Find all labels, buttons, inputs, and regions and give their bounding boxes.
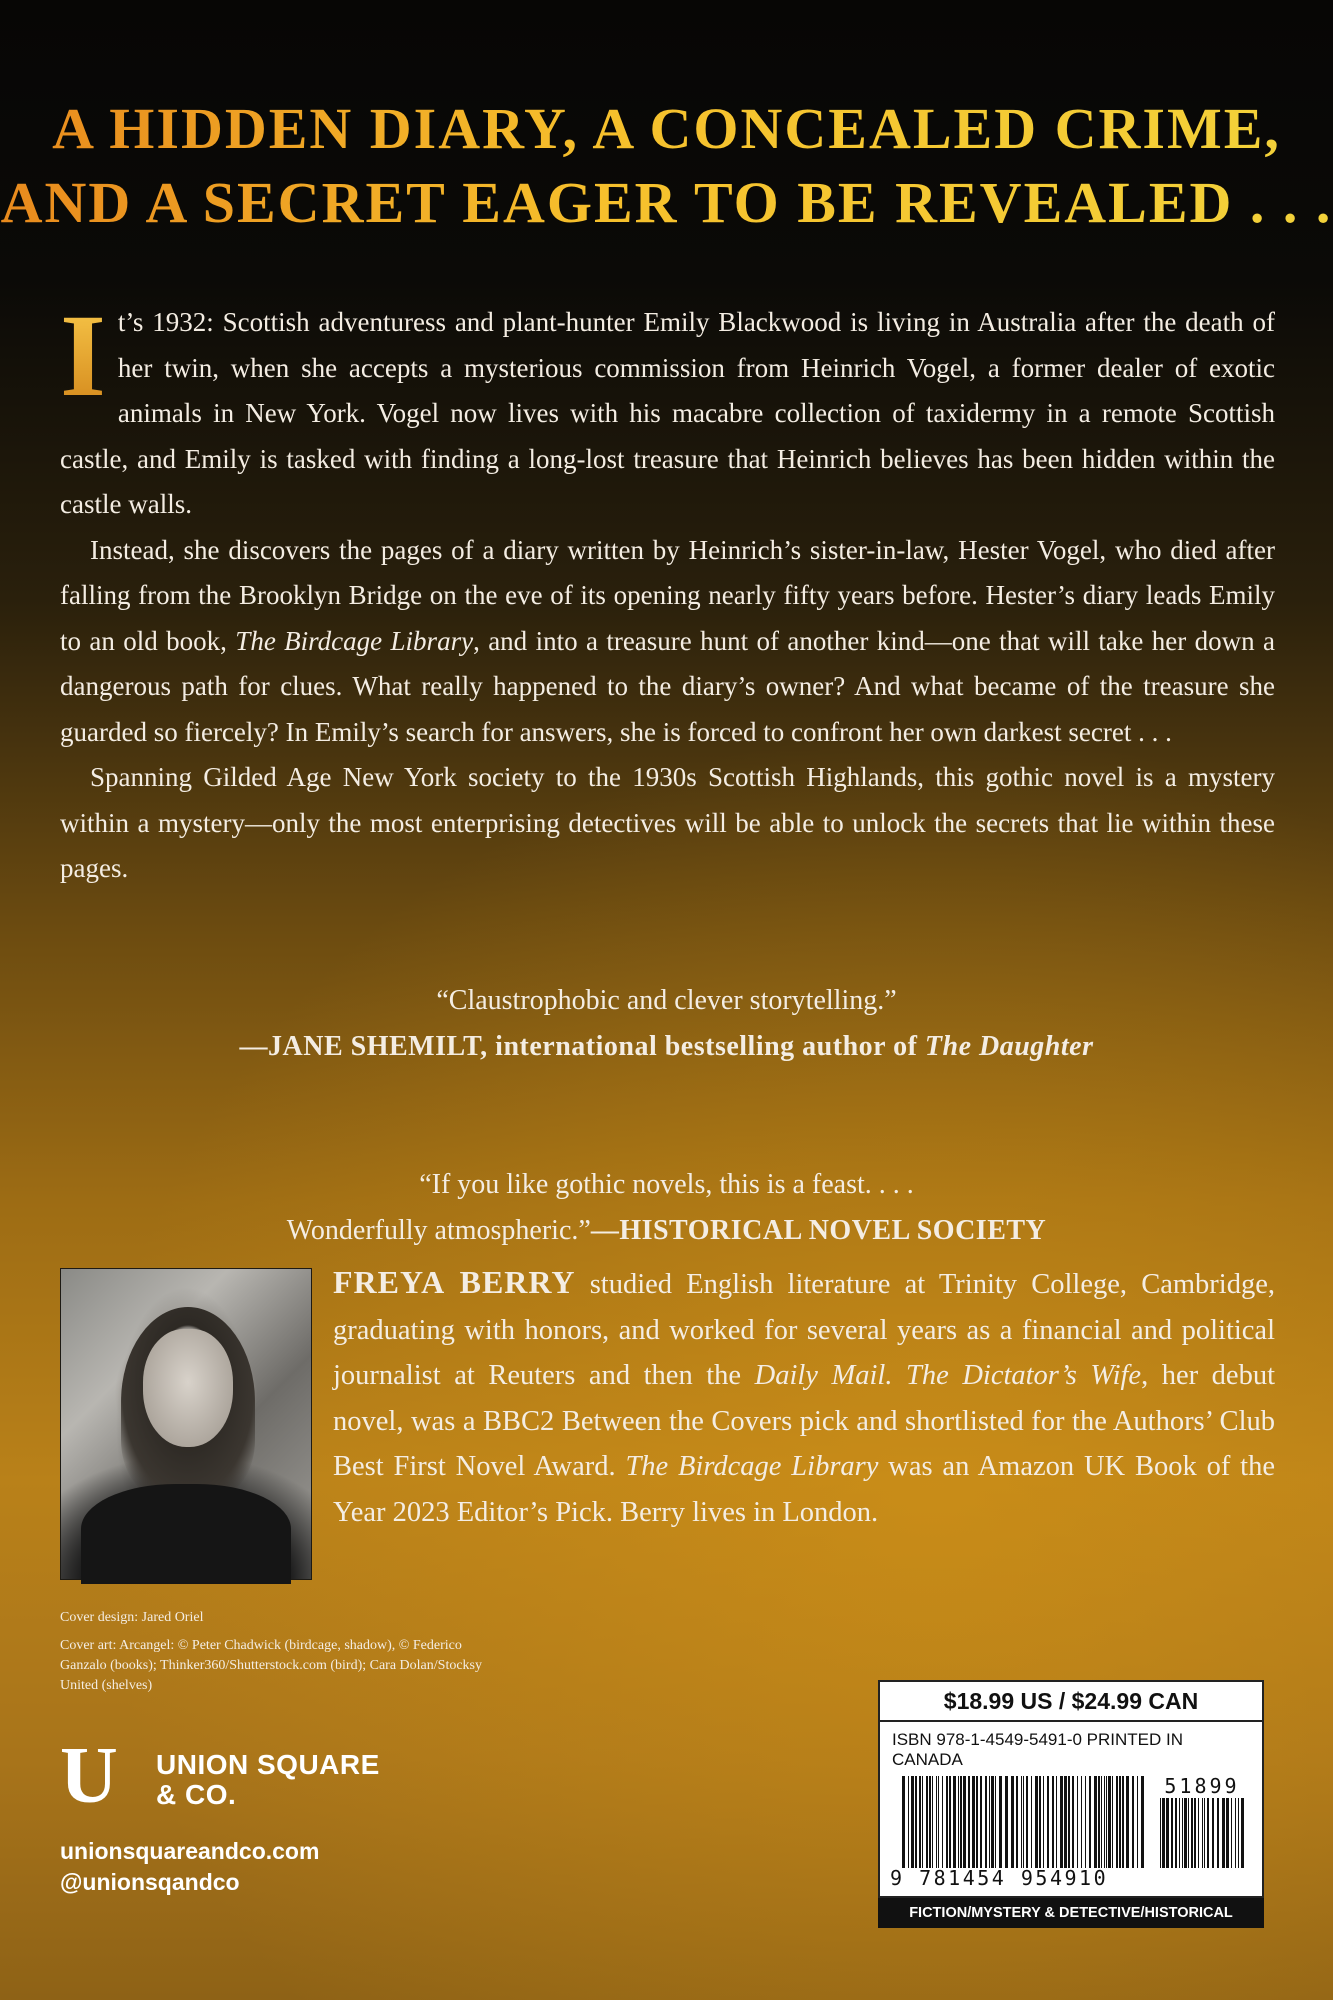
category-label: FICTION/MYSTERY & DETECTIVE/HISTORICAL: [878, 1898, 1264, 1928]
barcode-bar: [1021, 1776, 1022, 1868]
barcode-addon-bars-icon: [1160, 1798, 1244, 1868]
barcode-bar: [1043, 1776, 1044, 1868]
barcode-box: [878, 1680, 1264, 1898]
barcode: [890, 1776, 1252, 1888]
price: $18.99 US / $24.99 CAN: [880, 1682, 1262, 1722]
publisher-social-handle[interactable]: @unionsqandco: [60, 1869, 240, 1895]
quote-text: “Claustrophobic and clever storytelling.”: [436, 985, 897, 1016]
barcode-bar: [922, 1776, 923, 1868]
barcode-bar: [980, 1776, 982, 1868]
barcode-bar: [1160, 1798, 1161, 1868]
barcode-bar: [902, 1776, 905, 1868]
barcode-bar: [1106, 1776, 1107, 1868]
barcode-bar: [1202, 1798, 1203, 1868]
barcode-bar: [1204, 1798, 1205, 1868]
barcode-bar: [1141, 1776, 1144, 1868]
barcode-bar: [1126, 1776, 1129, 1868]
barcode-bar: [911, 1776, 914, 1868]
barcode-bar: [1039, 1776, 1041, 1868]
isbn-line: ISBN 978-1-4549-5491-0 PRINTED IN CANADA: [892, 1730, 1184, 1769]
barcode-bar: [1011, 1776, 1014, 1868]
synopsis-p2-text-a: Instead, she discovers the pages of a diary written by Heinrich’s sister-in-law, Hester Vogel, who died after falling from the Brooklyn Bridge on the eve of its opening nearly fifty years before. Hester’s diary leads Emily to an old book,: [60, 534, 1275, 656]
barcode-bar: [1047, 1776, 1049, 1868]
barcode-bar: [942, 1776, 943, 1868]
attribution-text: —JANE SHEMILT, international bestselling author of: [239, 1031, 925, 1062]
author-bio: [333, 1260, 1275, 1535]
barcode-bar: [1207, 1798, 1209, 1868]
barcode-digits: 9 781454 954910: [890, 1866, 1109, 1890]
review-quote-1: [0, 978, 1333, 1070]
quote-text-2: [0, 1208, 1333, 1254]
publisher-logo: [60, 1732, 400, 1820]
barcode-bar: [1108, 1776, 1111, 1868]
author-sweater: [81, 1484, 291, 1584]
barcode-bar: [946, 1776, 948, 1868]
author-face: [143, 1329, 233, 1447]
author-photo: [60, 1268, 312, 1580]
quote-text-2-body: Wonderfully atmospheric.”: [286, 1215, 591, 1246]
quote-text: “If you like gothic novels, this is a feast. . . .: [419, 1169, 914, 1200]
bio-title-2: The Dictator’s Wife: [906, 1360, 1142, 1391]
barcode-bar: [1064, 1776, 1067, 1868]
barcode-bars-icon: [902, 1776, 1148, 1868]
synopsis-paragraph-2: [60, 528, 1275, 756]
barcode-bar: [958, 1776, 959, 1868]
barcode-bar: [1222, 1798, 1225, 1868]
barcode-bar: [929, 1776, 931, 1868]
barcode-bar: [1081, 1776, 1082, 1868]
barcode-bar: [1132, 1776, 1134, 1868]
barcode-bar: [1226, 1798, 1229, 1868]
barcode-bar: [949, 1776, 951, 1868]
cover-credits: [60, 1608, 500, 1704]
barcode-bar: [960, 1776, 962, 1868]
barcode-bar: [926, 1776, 928, 1868]
barcode-bar: [1162, 1798, 1165, 1868]
barcode-bar: [938, 1776, 939, 1868]
publisher-website[interactable]: unionsquareandco.com: [60, 1838, 320, 1864]
barcode-bar: [1005, 1776, 1008, 1868]
barcode-bar: [1179, 1798, 1180, 1868]
bio-text-3: was an Amazon UK Book of the Year 2023 Editor’s Pick. Berry lives in London.: [333, 1451, 1275, 1528]
barcode-bar: [972, 1776, 975, 1868]
barcode-bar: [991, 1776, 994, 1868]
barcode-bar: [936, 1776, 937, 1868]
barcode-bar: [1137, 1776, 1138, 1868]
barcode-bar: [1026, 1776, 1028, 1868]
barcode-bar: [919, 1776, 921, 1868]
quote-attribution: —HISTORICAL NOVEL SOCIETY: [590, 1215, 1047, 1246]
barcode-bar: [953, 1776, 956, 1868]
barcode-bar: [1184, 1798, 1187, 1868]
bio-text-1: studied English literature at Trinity College, Cambridge, graduating with honors, and worked for several years as a financial and political journalist at Reuters and then the: [333, 1269, 1275, 1391]
barcode-bar: [1191, 1798, 1193, 1868]
bio-text-2: , her debut novel, was a BBC2 Between the Covers pick and shortlisted for the Authors’ Club Best First Novel Award.: [333, 1360, 1275, 1482]
barcode-bar: [1098, 1776, 1100, 1868]
barcode-bar: [908, 1776, 909, 1868]
barcode-bar: [1122, 1776, 1124, 1868]
barcode-bar: [1035, 1776, 1038, 1868]
headline: [0, 92, 1333, 240]
barcode-bar: [1171, 1798, 1173, 1868]
barcode-bar: [989, 1776, 990, 1868]
cover-design-credit: Cover design: Jared Oriel: [60, 1610, 204, 1625]
barcode-bar: [1175, 1798, 1177, 1868]
quote-attribution: [0, 1024, 1333, 1070]
barcode-bar: [1077, 1776, 1078, 1868]
barcode-bar: [968, 1776, 970, 1868]
barcode-bar: [1068, 1776, 1070, 1868]
synopsis-paragraph-3: Spanning Gilded Age New York society to the 1930s Scottish Highlands, this gothic novel is a mystery within a mystery—only the most enterprising detectives will be able to unlock the secrets that lie within these pages.: [60, 762, 1275, 883]
barcode-bar: [1023, 1776, 1024, 1868]
barcode-bar: [963, 1776, 966, 1868]
publisher-name-line-2: & CO.: [156, 1779, 237, 1810]
barcode-bar: [1104, 1776, 1105, 1868]
barcode-bar: [1217, 1798, 1219, 1868]
barcode-bar: [1241, 1798, 1244, 1868]
barcode-bar: [1116, 1776, 1118, 1868]
barcode-bar: [1101, 1776, 1102, 1868]
drop-cap: I: [60, 290, 106, 421]
barcode-bar: [1166, 1798, 1169, 1868]
barcode-bar: [1238, 1798, 1239, 1868]
synopsis-paragraph-1: [60, 290, 1275, 528]
barcode-addon-digits: 51899: [1164, 1774, 1240, 1798]
headline-line-2: AND A SECRET EAGER TO BE REVEALED . . .: [0, 170, 1333, 235]
barcode-bar: [1182, 1798, 1183, 1868]
cover-art-credit: Cover art: Arcangel: © Peter Chadwick (birdcage, shadow), © Federico Ganzalo (books); Thinker360/Shutterstock.com (bird); Cara Dolan/Stocksy United (shelves): [60, 1638, 482, 1693]
barcode-bar: [976, 1776, 978, 1868]
publisher-links: [60, 1836, 319, 1898]
publisher-name: [156, 1750, 380, 1810]
barcode-bar: [1198, 1798, 1199, 1868]
barcode-bar: [1119, 1776, 1121, 1868]
synopsis: [60, 290, 1275, 892]
synopsis-p1-text: t’s 1932: Scottish adventuress and plant-hunter Emily Blackwood is living in Australia after the death of her twin, when she accepts a mysterious commission from Heinrich Vogel, a former dealer of exotic animals in New York. Vogel now lives with his macabre collection of taxidermy in a remote Scottish castle, and Emily is tasked with finding a long-lost treasure that Heinrich believes has been hidden within the castle walls.: [60, 307, 1275, 519]
author-name: FREYA BERRY: [333, 1264, 576, 1300]
barcode-bar: [1085, 1776, 1086, 1868]
publisher-mark-icon: U: [60, 1732, 118, 1820]
review-quote-2: [0, 1162, 1333, 1254]
barcode-bar: [932, 1776, 933, 1868]
barcode-bar: [1060, 1776, 1063, 1868]
headline-line-1: A HIDDEN DIARY, A CONCEALED CRIME,: [52, 96, 1281, 161]
barcode-bar: [1235, 1798, 1236, 1868]
barcode-bar: [1056, 1776, 1057, 1868]
book-title: The Birdcage Library: [235, 625, 474, 656]
barcode-bar: [985, 1776, 987, 1868]
barcode-bar: [1112, 1776, 1113, 1868]
barcode-bar: [915, 1776, 917, 1868]
publisher-name-line-1: UNION SQUARE: [156, 1749, 380, 1780]
barcode-bar: [1231, 1798, 1232, 1868]
barcode-bar: [1188, 1798, 1189, 1868]
barcode-bar: [1072, 1776, 1074, 1868]
barcode-bar: [1094, 1776, 1097, 1868]
barcode-bar: [995, 1776, 996, 1868]
bio-title-1: Daily Mail.: [754, 1360, 893, 1391]
barcode-bar: [1052, 1776, 1054, 1868]
synopsis-p2-text-b: , and into a treasure hunt of another kind—one that will take her down a dangerous path for clues. What really happened to the diary’s owner? And what became of the treasure she guarded so fiercely? In Emily’s search for answers, she is forced to confront her own darkest secret . . .: [60, 625, 1275, 747]
barcode-bar: [999, 1776, 1002, 1868]
barcode-bar: [1016, 1776, 1018, 1868]
attribution-book-title: The Daughter: [924, 1031, 1094, 1062]
bio-title-3: The Birdcage Library: [625, 1451, 879, 1482]
barcode-bar: [1031, 1776, 1032, 1868]
barcode-bar: [1212, 1798, 1214, 1868]
barcode-bar: [1089, 1776, 1091, 1868]
barcode-bar: [1194, 1798, 1196, 1868]
